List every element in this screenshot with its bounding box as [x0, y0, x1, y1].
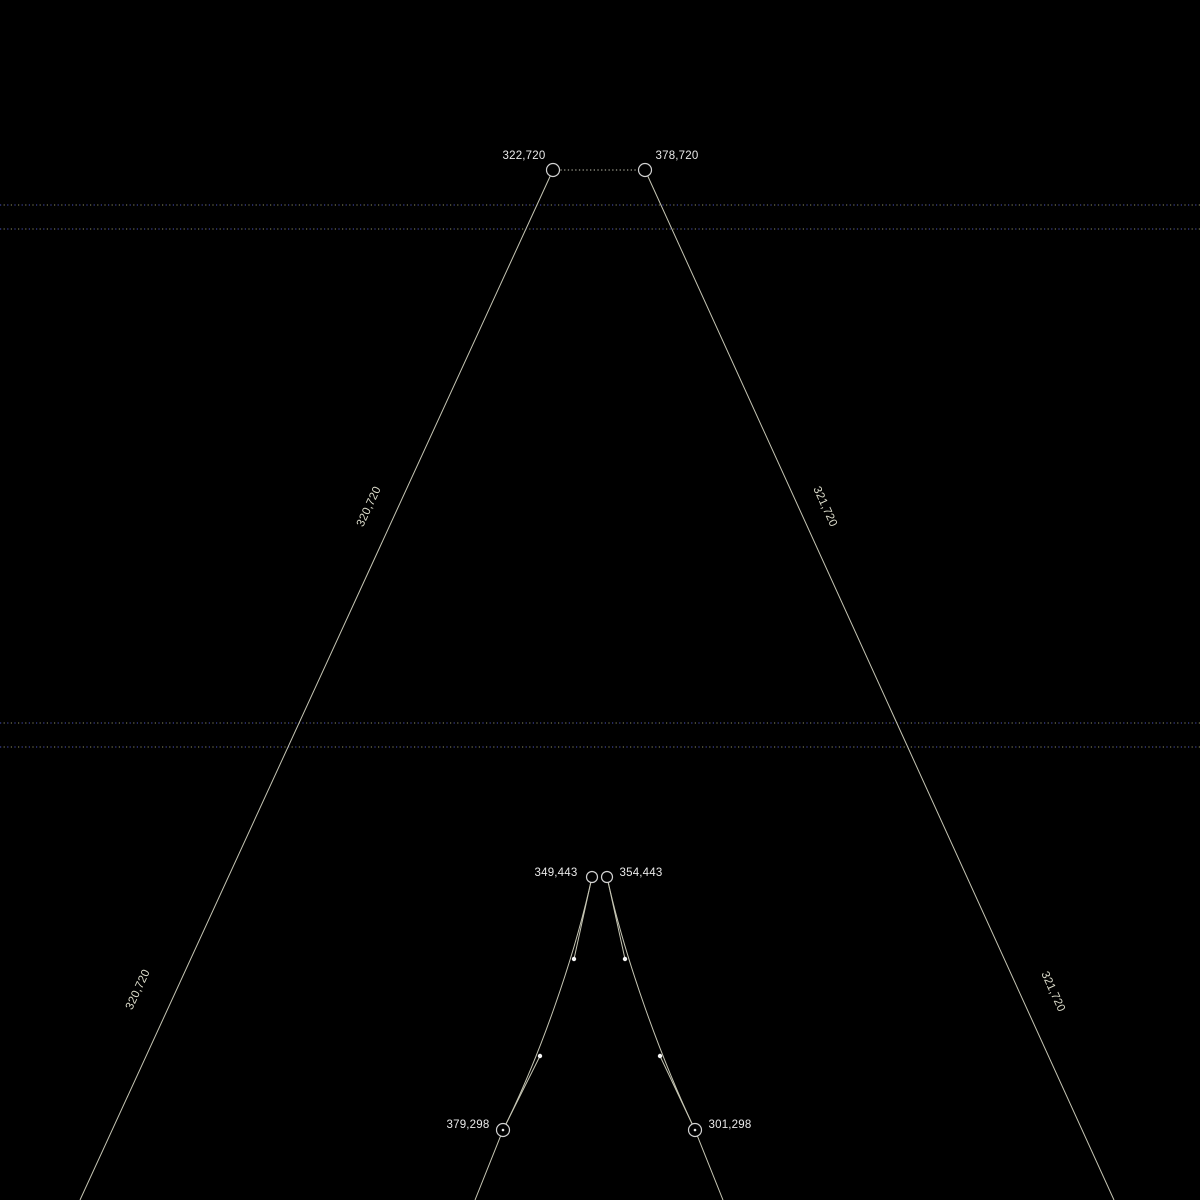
edge-label-0: 320,720: [354, 484, 384, 529]
edge-label-3: 321,720: [1038, 969, 1068, 1014]
handle-inner-apex-left: [574, 877, 592, 959]
anchor-label-outer-apex-right: 378,720: [655, 150, 699, 162]
control-point-right-lower[interactable]: [658, 1054, 662, 1058]
control-point-left-lower[interactable]: [538, 1054, 542, 1058]
path-segment-outer-left-diagonal[interactable]: [80, 170, 553, 1200]
anchor-point-outer-apex-left[interactable]: [547, 164, 560, 177]
path-segment-inner-left-curve[interactable]: [475, 877, 592, 1200]
path-segment-outer-right-diagonal[interactable]: [645, 170, 1114, 1200]
anchor-label-outer-apex-left: 322,720: [502, 150, 546, 162]
control-point-left-upper[interactable]: [572, 957, 576, 961]
edge-label-1: 320,720: [123, 967, 153, 1012]
anchor-label-inner-apex-left: 349,443: [534, 867, 578, 879]
anchor-center-dot-inner-bottom-right: [694, 1129, 697, 1132]
anchor-label-inner-bottom-left: 379,298: [446, 1119, 490, 1131]
control-point-right-upper[interactable]: [623, 957, 627, 961]
anchor-point-outer-apex-right[interactable]: [639, 164, 652, 177]
anchor-point-inner-apex-right[interactable]: [602, 872, 613, 883]
path-segment-inner-right-curve[interactable]: [607, 877, 723, 1200]
anchor-point-inner-apex-left[interactable]: [587, 872, 598, 883]
anchor-label-inner-bottom-right: 301,298: [708, 1119, 752, 1131]
edge-label-2: 321,720: [810, 484, 840, 529]
anchor-label-inner-apex-right: 354,443: [619, 867, 663, 879]
handle-inner-bottom-right: [660, 1056, 695, 1130]
handle-inner-apex-right: [607, 877, 625, 959]
anchor-center-dot-inner-bottom-left: [502, 1129, 505, 1132]
handle-inner-bottom-left: [503, 1056, 540, 1130]
